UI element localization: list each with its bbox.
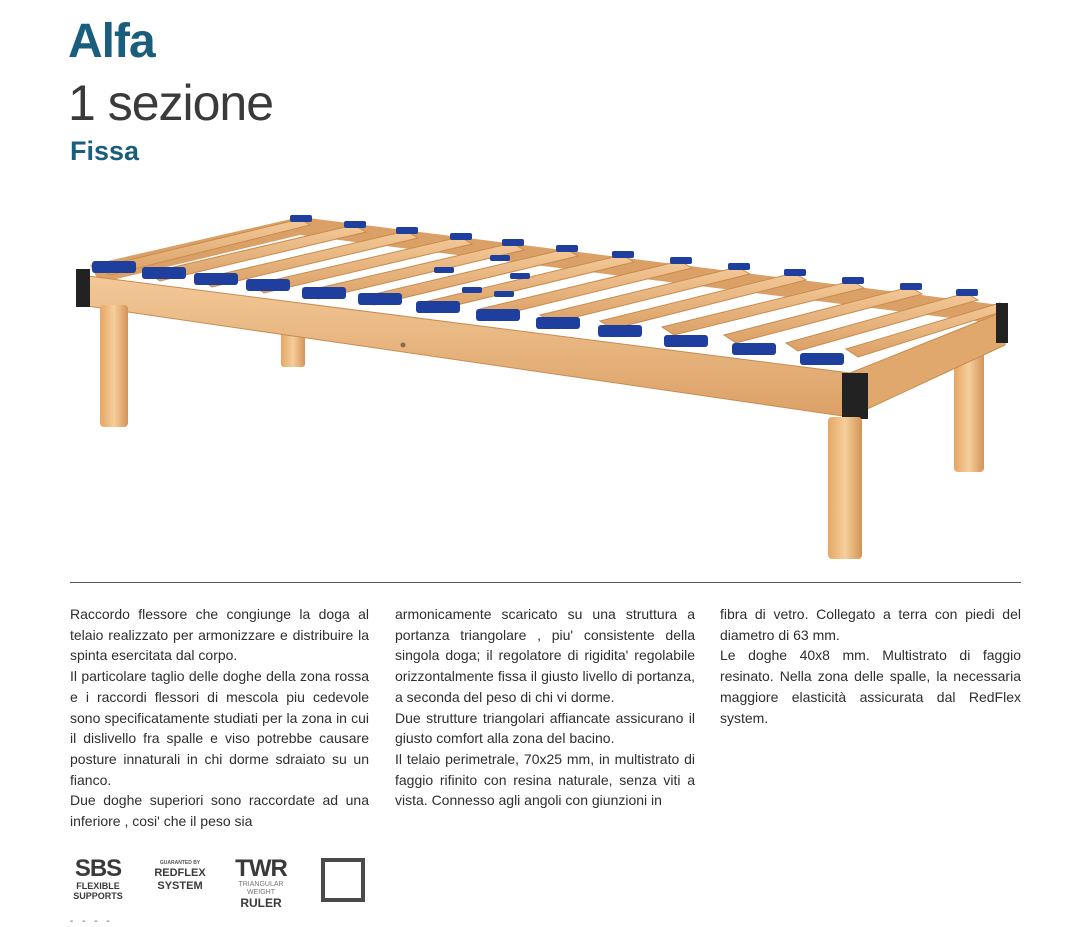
screw (401, 343, 406, 348)
twr-logo-line1: TRIANGULAR (238, 881, 284, 888)
redflex-logo (150, 859, 210, 893)
bed-frame-image (70, 205, 1020, 565)
leg-front-right (828, 417, 862, 559)
twr-logo (230, 857, 292, 910)
sbs-logo (70, 857, 126, 901)
text-column-3 (720, 604, 1021, 728)
paragraph: Il particolare taglio delle doghe della zona rossa e i raccordi flessori di mescola piu cedevole sono specificatamente studiati per la zona in cui il dislivello fra spalle e viso potrebbe causare posture innaturali in chi dorme sdraiato su un fianco. (70, 668, 369, 788)
corner-joint-right (842, 373, 868, 419)
product-type: Fissa (70, 136, 140, 166)
redflex-logo-tagline: GUARANTED BY (159, 860, 201, 866)
paragraph: Due doghe superiori sono raccordate ad una inferiore , cosi' che il peso sia (70, 792, 369, 830)
paragraph: Raccordo flessore che congiunge la doga al telaio realizzato per armonizzare e distribuire la spinta esercitata dal corpo. (70, 606, 369, 664)
twr-logo-line2: WEIGHT (247, 889, 275, 896)
square-logo-icon (321, 858, 365, 902)
page-subtitle: 1 sezione (68, 75, 274, 131)
paragraph: Le doghe 40x8 mm. Multistrato di faggio resinato. Nella zona delle spalle, la necessaria maggiore elasticità assicurata dal RedFlex system. (720, 647, 1021, 726)
certification-logos (70, 855, 380, 915)
paragraph: Due strutture triangolari affiancate assicurano il giusto comfort alla zona del bacino. (395, 709, 695, 747)
text-column-2 (395, 604, 695, 811)
text-column-1 (70, 604, 369, 832)
redflex-logo-line1: REDFLEX (154, 867, 206, 879)
divider (70, 582, 1021, 583)
leg-front-left (100, 305, 128, 427)
paragraph: fibra di vetro. Collegato a terra con piedi del diametro di 63 mm. (720, 606, 1021, 643)
leg-back-right (954, 350, 984, 472)
twr-logo-title: TWR (235, 855, 287, 882)
footer-dashes: - - - - (70, 916, 113, 927)
corner-joint-back-right (996, 303, 1008, 343)
redflex-logo-line2: SYSTEM (157, 880, 203, 892)
corner-joint-left (76, 269, 90, 307)
sbs-logo-title: SBS (74, 855, 122, 882)
paragraph: Il telaio perimetrale, 70x25 mm, in multistrato di faggio rifinito con resina naturale, senza viti a vista. Connesso agli angoli con giunzioni in (395, 750, 695, 809)
sbs-logo-line1: FLEXIBLE (76, 881, 120, 891)
twr-logo-line3: RULER (240, 896, 282, 910)
page-title: Alfa (68, 15, 155, 68)
sbs-logo-line2: SUPPORTS (73, 891, 123, 901)
paragraph: armonicamente scaricato su una struttura a portanza triangolare , piu' consistente della singola doga; il regolatore di rigidita' regolabile orizzontalmente fissa il giusto livello di portanza, a seconda del peso di chi vi dorme. (395, 606, 695, 705)
